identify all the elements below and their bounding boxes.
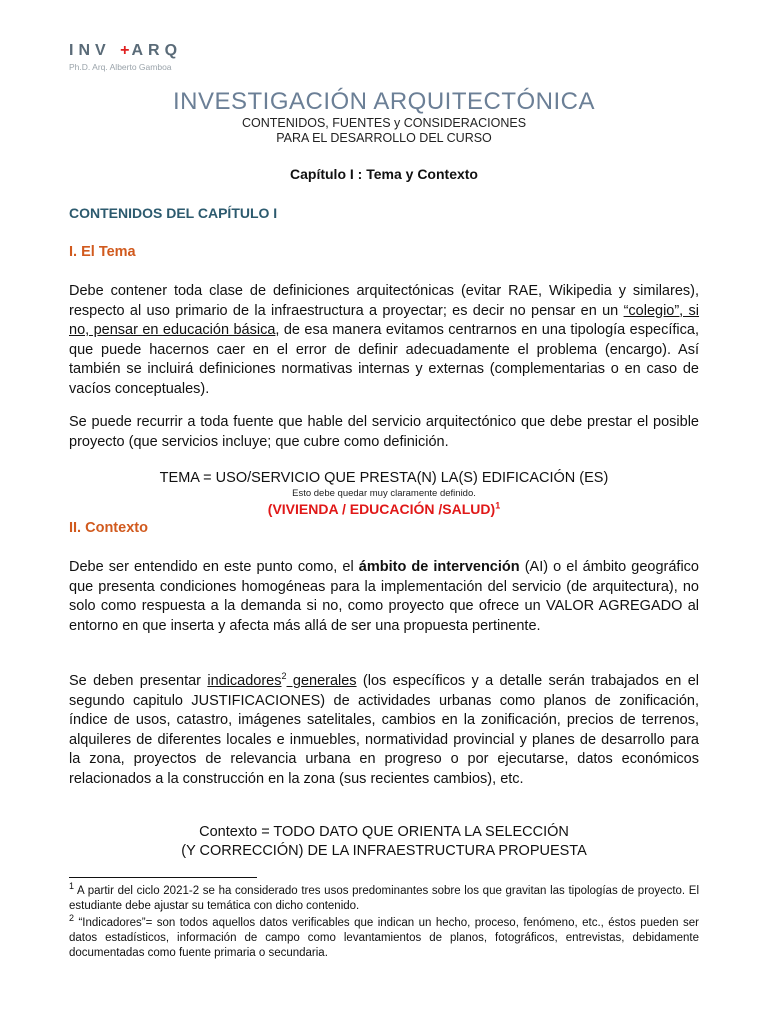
contexto-p1-text-a: Debe ser entendido en este punto como, el [69, 559, 359, 575]
logo-text [69, 40, 182, 62]
contexto-p2-text-a: Se deben presentar [69, 673, 208, 689]
contexto-p1-bold: ámbito de intervención [358, 559, 520, 575]
logo [69, 40, 182, 73]
tema-formula: TEMA = USO/SERVICIO QUE PRESTA(N) LA(S) EDIFICACIÓN (ES) [159, 470, 609, 486]
tema-formula-note: Esto debe quedar muy claramente definido. [292, 488, 476, 499]
contexto-p2-text-b: (los específicos y a detalle serán trabajados en el segundo capitulo JUSTIFICACIONES) de actividades urbanas como planos de zonificación, índice de usos, catastro, imágenes satelitales, cambios en la zonificación, precios de terrenos, alquileres de diferentes locales e inmuebles, normatividad provincial y planes de desarrollo para la zona, proyectos de relevancia urbana en progreso o por ejecutarse, datos económicos relacionados a la construcción en la zona (sus recientes cambios), etc. [69, 673, 699, 787]
contexto-paragraph-1 [69, 558, 699, 636]
logo-right: ARQ [131, 42, 183, 59]
contexto-formula-line2: (Y CORRECCIÓN) DE LA INFRAESTRUCTURA PROPUESTA [181, 843, 587, 859]
contexto-formula-line1: Contexto = TODO DATO QUE ORIENTA LA SELECCIÓN [199, 824, 569, 840]
tema-uses [0, 501, 768, 517]
contexto-paragraph-2 [69, 672, 699, 789]
contents-heading: CONTENIDOS DEL CAPÍTULO I [69, 205, 278, 221]
footnote-1 [69, 881, 699, 914]
document-subtitle-line2: PARA EL DESARROLLO DEL CURSO [276, 131, 492, 145]
footnote-ref-2: 2 [281, 671, 287, 682]
footnote-2 [69, 913, 699, 961]
chapter-title: Capítulo I : Tema y Contexto [290, 166, 478, 182]
section-contexto-heading: II. Contexto [69, 520, 148, 536]
tema-p1-text-a: Debe contener toda clase de definiciones arquitectónicas (evitar RAE, Wikipedia y similares), respecto al uso primario de la infraestructura a proyectar; es decir no pensar en un [69, 283, 699, 319]
logo-plus-icon: + [120, 42, 132, 59]
tema-p1-text-b: , de esa manera evitamos centrarnos en una tipología específica, que puede hacernos caer en el error de definir adecuadamente el problema (encargo). Así también se incluirá definiciones normativas internas y externas (complementarias o en caso de vacíos conceptuales). [69, 322, 699, 397]
footnote-divider [69, 877, 257, 878]
contexto-p1-text-b: (AI) o el ámbito geográfico que presenta condiciones homogéneas para la implementación del servicio (de arquitectura), no solo como respuesta a la demanda si no, como proyecto que ofrece un VALOR AGREGADO al entorno en que inserta y afecta más allá de ser una propuesta pertinente. [69, 559, 699, 634]
footnote-1-mark: 1 [69, 881, 75, 892]
logo-left: INV [69, 42, 111, 59]
tema-p1-underlined: “colegio”, si no, pensar en educación básica [69, 302, 700, 338]
footnote-1-text: A partir del ciclo 2021-2 se ha considerado tres usos predominantes sobre los que gravitan las tipologías de proyecto. El estudiante debe ajustar su temática con dicho contenido. [69, 885, 699, 912]
logo-subtitle: Ph.D. Arq. Alberto Gamboa [69, 62, 172, 72]
contexto-p2-underlined-2: generales [286, 673, 357, 689]
footnote-2-mark: 2 [69, 913, 75, 924]
tema-paragraph-1 [69, 282, 699, 399]
section-tema-heading: I. El Tema [69, 244, 136, 260]
footnote-ref-1: 1 [495, 500, 501, 511]
tema-paragraph-2: Se puede recurrir a toda fuente que hable del servicio arquitectónico que debe prestar el posible proyecto (que servicios incluye; que cubre como definición. [69, 414, 699, 450]
document-title: INVESTIGACIÓN ARQUITECTÓNICA [172, 88, 596, 115]
tema-uses-text: (VIVIENDA / EDUCACIÓN /SALUD) [267, 501, 496, 517]
footnote-2-text: “Indicadores”= son todos aquellos datos verificables que indican un hecho, proceso, fenómeno, etc., éstos pueden ser datos estadísticos, información de campo como levantamientos de planos, fotográficos, entrevistas, debidamente documentadas como fuente primaria o secundaria. [69, 917, 699, 959]
document-subtitle-line1: CONTENIDOS, FUENTES y CONSIDERACIONES [241, 116, 527, 130]
contexto-p2-underlined: indicadores [207, 673, 282, 689]
